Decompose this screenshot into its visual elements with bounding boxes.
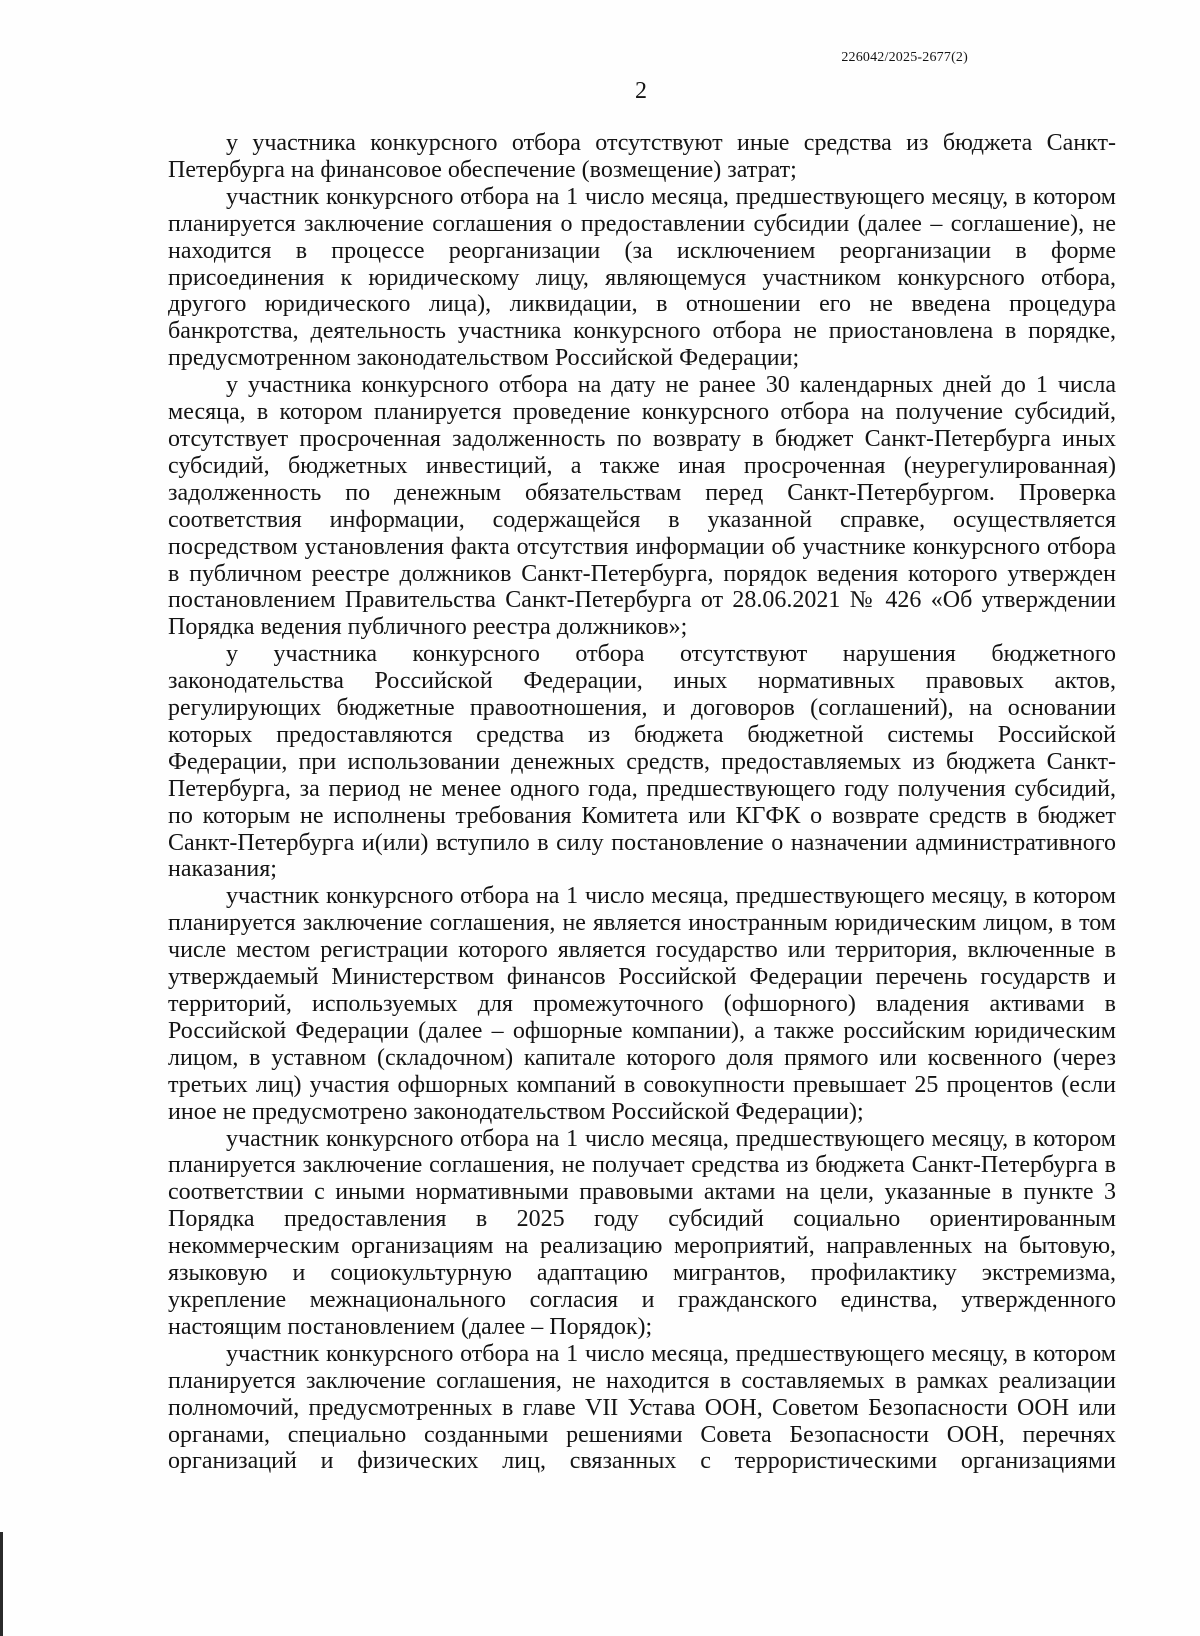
scan-edge-mark	[0, 1532, 3, 1636]
paragraph: участник конкурсного отбора на 1 число месяца, предшествующего месяцу, в котором планируется заключение соглашения, не получает средства из бюджета Санкт-Петербурга в соответствии с иными нормативными правовыми актами на цели, указанные в пункте 3 Порядка предоставления в 2025 году субсидий социально ориентированным некоммерческим организациям на реализацию мероприятий, направленных на бытовую, языковую и социокультурную адаптацию мигрантов, профилактику экстремизма, укрепление межнационального согласия и гражданского единства, утвержденного настоящим постановлением (далее – Порядок);	[168, 1125, 1116, 1340]
document-registration-number: 226042/2025-2677(2)	[841, 50, 968, 65]
paragraph: у участника конкурсного отбора отсутствуют иные средства из бюджета Санкт-Петербурга на финансовое обеспечение (возмещение) затрат;	[168, 130, 1116, 183]
paragraph: у участника конкурсного отбора на дату не ранее 30 календарных дней до 1 числа месяца, в котором планируется проведение конкурсного отбора на получение субсидий, отсутствует просроченная задолженность по возврату в бюджет Санкт-Петербурга иных субсидий, бюджетных инвестиций, а также иная просроченная (неурегулированная) задолженность по денежным обязательствам перед Санкт-Петербургом. Проверка соответствия информации, содержащейся в указанной справке, осуществляется посредством установления факта отсутствия информации об участнике конкурсного отбора в публичном реестре должников Санкт-Петербурга, порядок ведения которого утвержден постановлением Правительства Санкт-Петербурга от 28.06.2021 № 426 «Об утверждении Порядка ведения публичного реестра должников»;	[168, 372, 1116, 641]
paragraph: у участника конкурсного отбора отсутствуют нарушения бюджетного законодательства Российской Федерации, иных нормативных правовых актов, регулирующих бюджетные правоотношения, и договоров (соглашений), на основании которых предоставляются средства из бюджета бюджетной системы Российской Федерации, при использовании денежных средств, предоставляемых из бюджета Санкт-Петербурга, за период не менее одного года, предшествующего году получения субсидий, по которым не исполнены требования Комитета или КГФК о возврате средств в бюджет Санкт-Петербурга и(или) вступило в силу постановление о назначении административного наказания;	[168, 641, 1116, 883]
document-body	[168, 130, 1116, 1475]
paragraph: участник конкурсного отбора на 1 число месяца, предшествующего месяцу, в котором планируется заключение соглашения, не является иностранным юридическим лицом, в том числе местом регистрации которого является государство или территория, включенные в утверждаемый Министерством финансов Российской Федерации перечень государств и территорий, используемых для промежуточного (офшорного) владения активами в Российской Федерации (далее – офшорные компании), а также российским юридическим лицом, в уставном (складочном) капитале которого доля прямого или косвенного (через третьих лиц) участия офшорных компаний в совокупности превышает 25 процентов (если иное не предусмотрено законодательством Российской Федерации);	[168, 883, 1116, 1125]
paragraph: участник конкурсного отбора на 1 число месяца, предшествующего месяцу, в котором планируется заключение соглашения о предоставлении субсидии (далее – соглашение), не находится в процессе реорганизации (за исключением реорганизации в форме присоединения к юридическому лицу, являющемуся участником конкурсного отбора, другого юридического лица), ликвидации, в отношении его не введена процедура банкротства, деятельность участника конкурсного отбора не приостановлена в порядке, предусмотренном законодательством Российской Федерации;	[168, 183, 1116, 372]
page-number: 2	[635, 78, 647, 104]
paragraph: участник конкурсного отбора на 1 число месяца, предшествующего месяцу, в котором планируется заключение соглашения, не находится в составляемых в рамках реализации полномочий, предусмотренных в главе VII Устава ООН, Советом Безопасности ООН или органами, специально созданными решениями Совета Безопасности ООН, перечнях организаций и физических лиц, связанных с террористическими организациями	[168, 1340, 1116, 1475]
